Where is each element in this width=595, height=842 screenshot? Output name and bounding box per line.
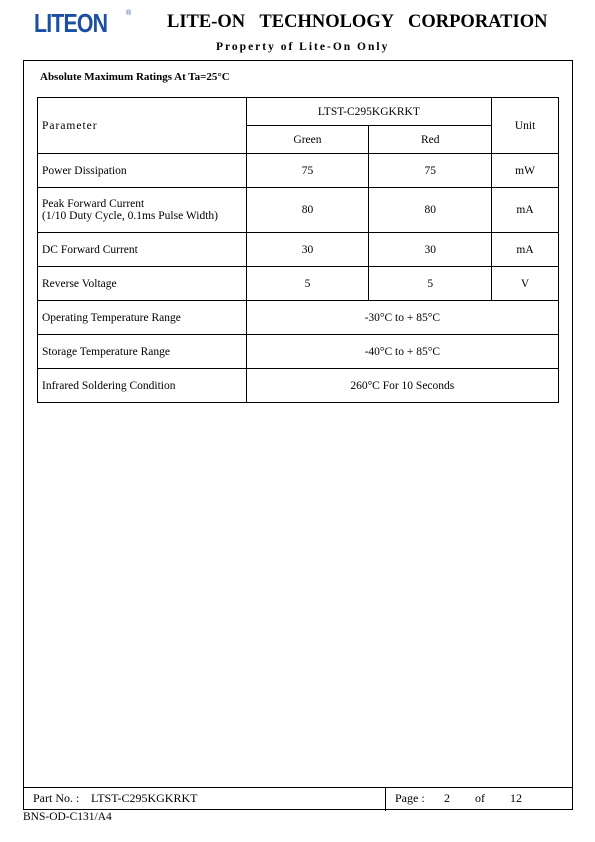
section-title: Absolute Maximum Ratings At Ta=25°C	[40, 71, 230, 83]
unit-cell: mW	[492, 154, 559, 188]
document-code: BNS-OD-C131/A4	[23, 811, 112, 823]
table-row	[38, 369, 559, 403]
part-number: LTST-C295KGKRKT	[91, 791, 198, 805]
table-header-row	[38, 98, 559, 126]
page-of: of	[475, 791, 485, 805]
ratings-table	[37, 97, 559, 403]
table-row	[38, 335, 559, 369]
condition-value: 260°C For 10 Seconds	[246, 369, 558, 403]
unit-cell: V	[492, 267, 559, 301]
green-value: 5	[246, 267, 369, 301]
range-value: -30°C to + 85°C	[246, 301, 558, 335]
green-value: 30	[246, 233, 369, 267]
param-cell: Storage Temperature Range	[38, 335, 247, 369]
param-cell: Infrared Soldering Condition	[38, 369, 247, 403]
page-total: 12	[510, 791, 522, 805]
registered-mark: ®	[126, 10, 132, 17]
table-row	[38, 233, 559, 267]
footer-row	[23, 787, 573, 810]
company-name: LITE-ON TECHNOLOGY CORPORATION	[167, 12, 548, 32]
green-value: 80	[246, 188, 369, 233]
param-line: (1/10 Duty Cycle, 0.1ms Pulse Width)	[42, 210, 218, 222]
part-label: Part No. :	[33, 791, 80, 805]
unit-cell: mA	[492, 188, 559, 233]
liteon-logo	[34, 8, 134, 38]
green-header: Green	[246, 126, 369, 154]
red-value: 80	[369, 188, 492, 233]
param-cell	[38, 188, 247, 233]
table-row	[38, 188, 559, 233]
logo-text: LITEON	[34, 8, 108, 38]
red-value: 5	[369, 267, 492, 301]
footer-divider	[385, 788, 386, 811]
unit-cell: mA	[492, 233, 559, 267]
property-notice: Property of Lite-On Only	[216, 41, 390, 53]
page-number: 2	[444, 791, 450, 805]
param-cell: Power Dissipation	[38, 154, 247, 188]
red-header: Red	[369, 126, 492, 154]
table-row	[38, 267, 559, 301]
part-header: LTST-C295KGKRKT	[246, 98, 492, 126]
param-cell: Operating Temperature Range	[38, 301, 247, 335]
range-value: -40°C to + 85°C	[246, 335, 558, 369]
page-label: Page :	[395, 791, 425, 805]
param-cell: Reverse Voltage	[38, 267, 247, 301]
param-line: Peak Forward Current	[42, 198, 145, 210]
green-value: 75	[246, 154, 369, 188]
unit-header: Unit	[492, 98, 559, 154]
param-header: Parameter	[38, 98, 247, 154]
red-value: 75	[369, 154, 492, 188]
table-row	[38, 154, 559, 188]
param-cell: DC Forward Current	[38, 233, 247, 267]
red-value: 30	[369, 233, 492, 267]
table-row	[38, 301, 559, 335]
